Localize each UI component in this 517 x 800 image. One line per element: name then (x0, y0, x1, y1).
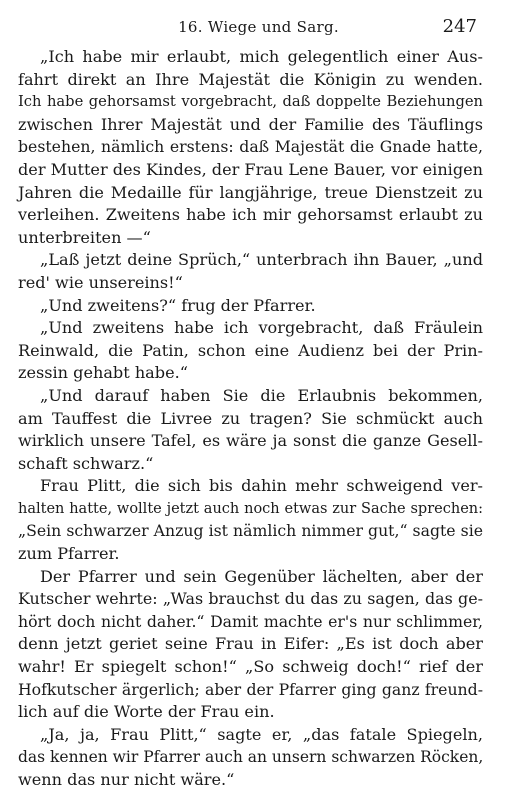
body-text (18, 46, 483, 792)
text-line: am Tauffest die Livree zu tragen? Sie schmückt auch (18, 408, 483, 428)
text-line: „Und zweitens habe ich vorgebracht, daß Fräulein (40, 318, 483, 338)
text-line: unterbreiten —“ (18, 227, 151, 247)
chapter-running-title: 16. Wiege und Sarg. (178, 18, 339, 36)
text-line: lich auf die Worte der Frau ein. (18, 702, 275, 722)
running-head (0, 14, 517, 38)
text-line: zum Pfarrer. (18, 544, 120, 564)
text-line: red' wie unsereins!“ (18, 272, 183, 292)
text-line: Jahren die Medaille für langjährige, treue Dienstzeit zu (18, 182, 483, 202)
text-line: „Ja, ja, Frau Plitt,“ sagte er, „das fatale Spiegeln, (40, 724, 483, 744)
text-line: „Und darauf haben Sie die Erlaubnis bekommen, (40, 385, 483, 405)
text-line: verleihen. Zweitens habe ich mir gehorsamst erlaubt zu (18, 205, 483, 225)
text-line: halten hatte, wollte jetzt auch noch etwas zur Sache sprechen: (18, 500, 483, 517)
text-line: schaft schwarz.“ (18, 453, 154, 473)
text-line: „Sein schwarzer Anzug ist nämlich nimmer gut,“ sagte sie (18, 521, 483, 541)
text-line: fahrt direkt an Ihre Majestät die Königin zu wenden. (18, 69, 483, 89)
page-number: 247 (442, 16, 477, 37)
text-line: hört doch nicht daher.“ Damit machte er's nur schlimmer, (18, 611, 483, 631)
text-line: Der Pfarrer und sein Gegenüber lächelten, aber der (40, 566, 483, 586)
text-line: wenn das nur nicht wäre.“ (18, 770, 235, 789)
text-line: „Und zweitens?“ frug der Pfarrer. (40, 295, 316, 315)
text-line: denn jetzt geriet seine Frau in Eifer: „Es ist doch aber (18, 634, 483, 654)
text-line: wahr! Er spiegelt schon!“ „So schweig doch!“ rief der (18, 657, 483, 677)
text-line: Frau Plitt, die sich bis dahin mehr schweigend ver- (40, 476, 483, 496)
text-line: Hofkutscher ärgerlich; aber der Pfarrer ging ganz freund- (18, 679, 483, 699)
text-line: Kutscher wehrte: „Was brauchst du das zu sagen, das ge- (18, 589, 483, 609)
text-line: „Laß jetzt deine Sprüch,“ unterbrach ihn Bauer, „und (40, 250, 483, 270)
text-line: Reinwald, die Patin, schon eine Audienz bei der Prin- (18, 340, 483, 360)
text-line: Ich habe gehorsamst vorgebracht, daß doppelte Beziehungen (18, 93, 483, 111)
text-line: bestehen, nämlich erstens: daß Majestät die Gnade hatte, (18, 137, 483, 157)
text-line: „Ich habe mir erlaubt, mich gelegentlich einer Aus- (40, 47, 483, 66)
text-line: zessin gehabt habe.“ (18, 363, 188, 383)
text-line: das kennen wir Pfarrer auch an unsern schwarzen Röcken, (18, 748, 484, 767)
text-line: zwischen Ihrer Majestät und der Familie des Täuflings (18, 114, 483, 134)
text-line: wirklich unsere Tafel, es wäre ja sonst die ganze Gesell- (18, 431, 483, 451)
text-line: der Mutter des Kindes, der Frau Lene Bauer, vor einigen (18, 159, 484, 179)
